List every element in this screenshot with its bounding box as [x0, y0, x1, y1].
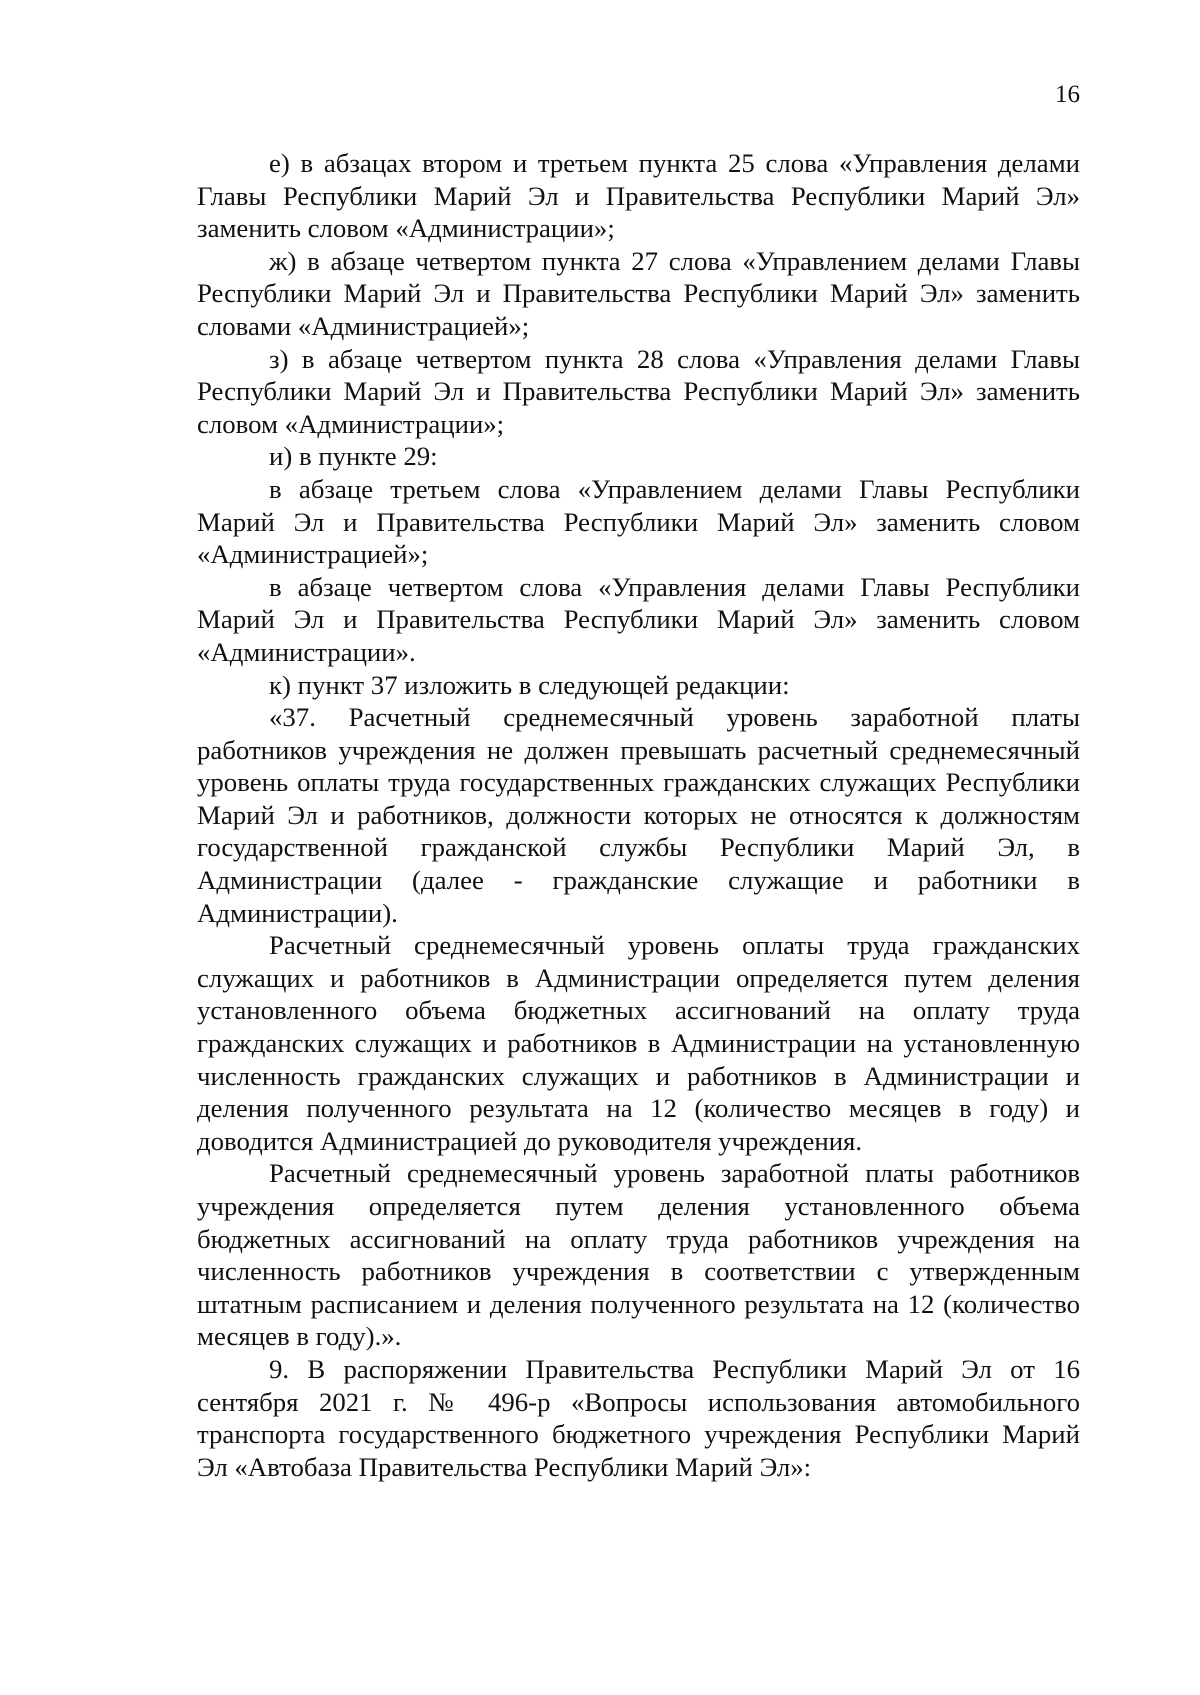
paragraph-item-i-third: в абзаце третьем слова «Управлением делами Главы Республики Марий Эл и Правительства Республики Марий Эл» заменить словом «Администрацией»;: [197, 473, 1080, 570]
paragraph-calculation-civil-servants: Расчетный среднемесячный уровень оплаты труда гражданских служащих и работников в Администрации определяется путем деления установленного объема бюджетных ассигнований на оплату труда гражданских служащих и работников в Администрации на установленную численность гражданских служащих и работников в Администрации и деления полученного результата на 12 (количество месяцев в году) и доводится Администрацией до руководителя учреждения.: [197, 930, 1080, 1156]
paragraph-item-zh: ж) в абзаце четвертом пункта 27 слова «Управлением делами Главы Республики Марий Эл и Правительства Республики Марий Эл» заменить словами «Администрацией»;: [197, 245, 1080, 341]
paragraph-section-9: 9. В распоряжении Правительства Республики Марий Эл от 16 сентября 2021 г. № 496-р «Вопросы использования автомобильного транспорта государственного бюджетного учреждения Республики Марий Эл «Автобаза Правительства Республики Марий Эл»:: [197, 1353, 1080, 1482]
paragraph-item-i-fourth: в абзаце четвертом слова «Управления делами Главы Республики Марий Эл и Правительства Республики Марий Эл» заменить словом «Администрации».: [197, 571, 1080, 667]
paragraph-item-e: е) в абзацах втором и третьем пункта 25 слова «Управления делами Главы Республики Марий Эл и Правительства Республики Марий Эл» заменить словом «Администрации»;: [197, 148, 1080, 244]
document-body: [197, 147, 1080, 1483]
paragraph-item-z: з) в абзаце четвертом пункта 28 слова «Управления делами Главы Республики Марий Эл и Правительства Республики Марий Эл» заменить словом «Администрации»;: [197, 343, 1080, 439]
paragraph-calculation-employees: Расчетный среднемесячный уровень заработной платы работников учреждения определяется путем деления установленного объема бюджетных ассигнований на оплату труда работников учреждения на численность работников учреждения в соответствии с утвержденным штатным расписанием и деления полученного результата на 12 (количество месяцев в году).».: [197, 1158, 1080, 1352]
paragraph-item-i: и) в пункте 29:: [269, 441, 438, 472]
paragraph-point-37: «37. Расчетный среднемесячный уровень заработной платы работников учреждения не должен превышать расчетный среднемесячный уровень оплаты труда государственных гражданских служащих Республики Марий Эл и работников, должности которых не относятся к должностям государственной гражданской службы Республики Марий Эл, в Администрации (далее - гражданские служащие и работники в Администрации).: [197, 702, 1080, 928]
page-number: 16: [1055, 81, 1080, 108]
paragraph-item-k: к) пункт 37 изложить в следующей редакции:: [269, 669, 790, 700]
